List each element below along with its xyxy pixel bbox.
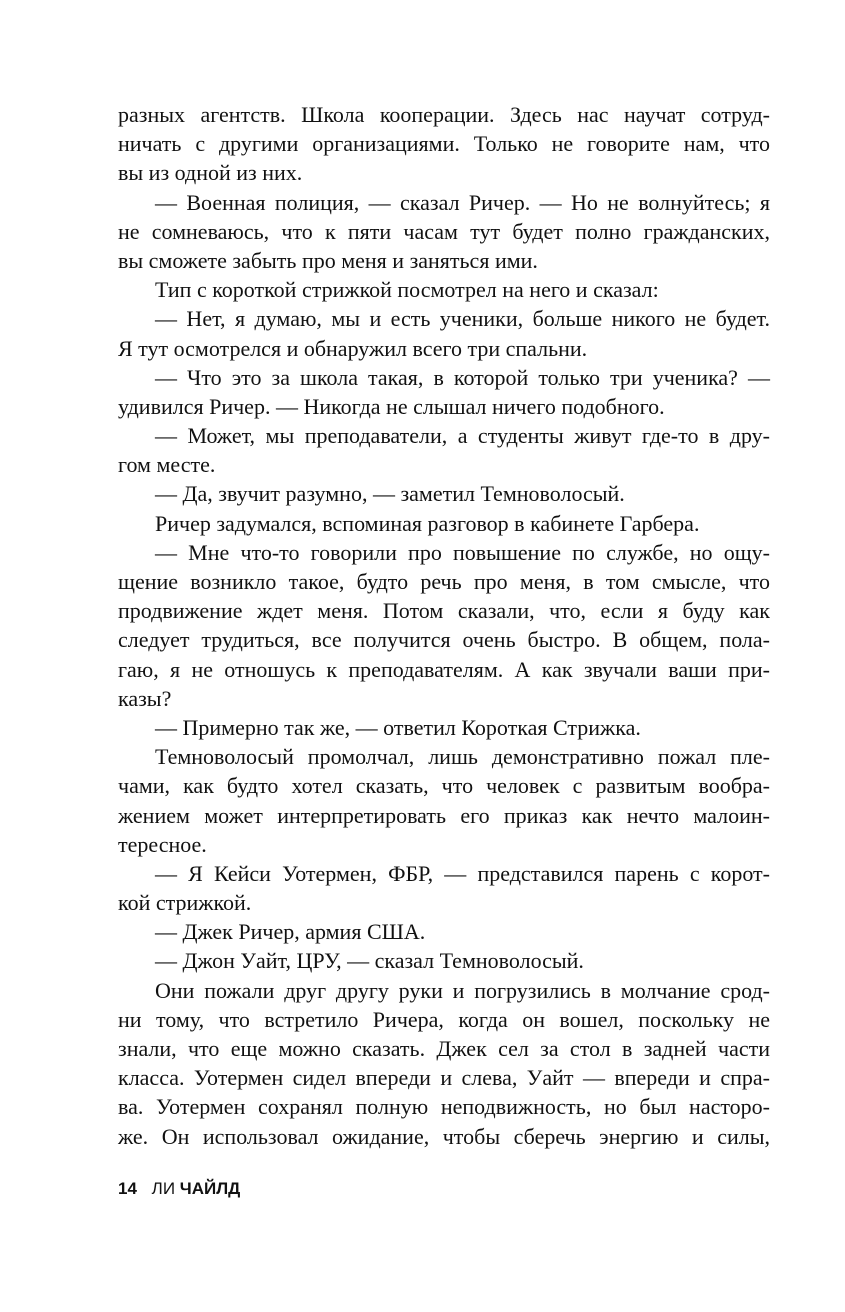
text-line: удивился Ричер. — Никогда не слышал ничего подобного. <box>118 393 665 419</box>
page-footer <box>118 1179 240 1199</box>
text-line: Ричер задумался, вспоминая разговор в кабинете Гарбера. <box>155 510 700 536</box>
text-line: кой стрижкой. <box>118 890 252 916</box>
text-line: чами, как будто хотел сказать, что человек с развитым вообра- <box>118 773 770 799</box>
text-line: — Нет, я думаю, мы и есть ученики, больше никого не будет. <box>155 306 770 332</box>
author-last-name: ЧАЙЛД <box>179 1179 241 1198</box>
page-body <box>118 100 770 1151</box>
text-line: тересное. <box>118 831 207 857</box>
text-line: не сомневаюсь, что к пяти часам тут будет полно гражданских, <box>118 218 770 244</box>
text-line: ничать с другими организациями. Только не говорите нам, что <box>118 131 770 157</box>
text-line: — Я Кейси Уотермен, ФБР, — представился парень с корот- <box>155 860 770 886</box>
page-number: 14 <box>118 1179 137 1198</box>
text-line: вы из одной из них. <box>118 160 303 186</box>
text-line: — Что это за школа такая, в которой только три ученика? — <box>155 364 770 390</box>
text-line: класса. Уотермен сидел впереди и слева, Уайт — впереди и спра- <box>118 1065 770 1091</box>
text-line: — Может, мы преподаватели, а студенты живут где-то в дру- <box>155 423 770 449</box>
text-line: ва. Уотермен сохранял полную неподвижность, но был насторо- <box>118 1094 770 1120</box>
text-line: — Джек Ричер, армия США. <box>155 919 426 945</box>
text-line: — Мне что-то говорили про повышение по службе, но ощу- <box>155 539 770 565</box>
text-line: знали, что еще можно сказать. Джек сел за стол в задней части <box>118 1036 770 1061</box>
text-line: жением может интерпретировать его приказ как нечто малоин- <box>118 802 770 828</box>
text-line: гаю, я не отношусь к преподавателям. А как звучали ваши при- <box>118 656 770 682</box>
text-line: Тип с короткой стрижкой посмотрел на него и сказал: <box>155 277 659 303</box>
text-line: же. Он использовал ожидание, чтобы сберечь энергию и силы, <box>118 1123 770 1149</box>
text-line: Я тут осмотрелся и обнаружил всего три спальни. <box>118 335 588 361</box>
text-line: следует трудиться, все получится очень быстро. В общем, пола- <box>118 627 770 653</box>
text-line: щение возникло такое, будто речь про меня, в том смысле, что <box>118 569 770 594</box>
text-line: разных агентств. Школа кооперации. Здесь нас научат сотруд- <box>118 102 770 127</box>
text-line: — Да, звучит разумно, — заметил Темноволосый. <box>155 481 625 507</box>
text-line: — Примерно так же, — ответил Короткая Стрижка. <box>155 714 641 740</box>
text-line: вы сможете забыть про меня и заняться ими. <box>118 247 538 273</box>
text-line: Они пожали друг другу руки и погрузились в молчание срод- <box>155 977 770 1003</box>
text-line: продвижение ждет меня. Потом сказали, что, если я буду как <box>118 598 770 624</box>
author-first-name: ЛИ <box>151 1179 176 1198</box>
text-line: — Военная полиция, — сказал Ричер. — Но не волнуйтесь; я <box>155 189 770 215</box>
text-line: ни тому, что встретило Ричера, когда он вошел, поскольку не <box>118 1006 770 1032</box>
text-line: казы? <box>118 685 172 711</box>
text-line: гом месте. <box>118 452 216 478</box>
text-line: — Джон Уайт, ЦРУ, — сказал Темноволосый. <box>155 948 584 974</box>
text-line: Темноволосый промолчал, лишь демонстративно пожал пле- <box>155 744 770 770</box>
